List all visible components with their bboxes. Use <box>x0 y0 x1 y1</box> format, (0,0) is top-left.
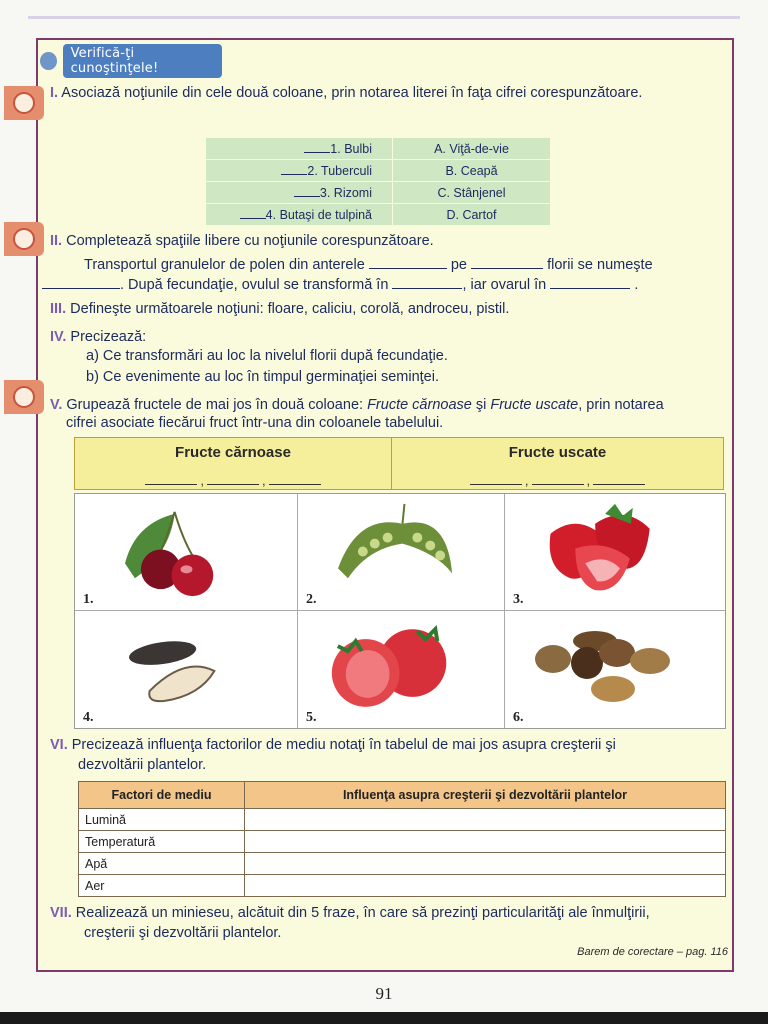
table-row: Lumină <box>79 809 726 831</box>
top-rule <box>28 16 740 19</box>
fruit-acorn-image: 6. <box>505 611 725 728</box>
fruit-image-grid <box>74 493 726 729</box>
section-header <box>40 46 222 76</box>
question-7: VII. Realizează un minieseu, alcătuit din 5 fraze, în care să prezinţi particularităţi ale înmulţirii, <box>50 905 650 921</box>
bullet-icon <box>40 52 57 70</box>
fleshy-fruits-column: Fructe cărnoase , , <box>75 438 392 490</box>
section-title: Verifică-ţi cunoştinţele! <box>63 44 222 78</box>
exercise-tab-icon <box>4 222 44 256</box>
question-6-line-2: dezvoltării plantelor. <box>78 757 207 773</box>
question-4-a: a) Ce transformări au loc la nivelul florii după fecundaţie. <box>86 348 448 364</box>
table-row: Temperatură <box>79 831 726 853</box>
exercise-tab-icon <box>4 380 44 414</box>
environment-factors-table <box>78 781 726 897</box>
page-number: 91 <box>375 984 393 1003</box>
question-4: IV. Precizează: <box>50 329 147 345</box>
fruit-tomato-image: 5. <box>298 611 505 728</box>
question-5: V. Grupează fructele de mai jos în două coloane: Fructe cărnoase şi Fructe uscate, prin notarea <box>50 397 664 413</box>
question-2-line-1: Transportul granulelor de polen din anterele pe florii se numeşte <box>84 257 653 273</box>
question-7-line-2: creşterii şi dezvoltării plantelor. <box>84 925 282 941</box>
question-5-line-2: cifrei asociate fiecărui fruct într-una din coloanele tabelului. <box>66 415 444 431</box>
fruit-strawberry-image: 3. <box>505 494 725 611</box>
question-2: II. Completează spaţiile libere cu noţiunile corespunzătoare. <box>50 233 434 249</box>
matching-table: 1. Bulbi A. Viţă-de-vie 2. Tuberculi B. Ceapă 3. Rizomi C. Stânjenel 4. Butaşi de tulpină D. Cartof <box>205 137 551 226</box>
question-1: I. Asociază noţiunile din cele două coloane, prin notarea literei în faţa cifrei corespunzătoare. <box>50 85 643 101</box>
question-2-line-2: . După fecundaţie, ovulul se transformă în , iar ovarul în . <box>42 276 638 295</box>
question-6: VI. Precizează influenţa factorilor de mediu notaţi în tabelul de mai jos asupra creşterii şi <box>50 737 616 753</box>
factors-header: Factori de mediu <box>79 782 245 809</box>
bottom-band <box>0 1012 768 1024</box>
question-4-b: b) Ce evenimente au loc în timpul germinaţiei seminţei. <box>86 369 439 385</box>
fruit-sunflower-seed-image: 4. <box>75 611 298 728</box>
question-3: III. Defineşte următoarele noţiuni: floare, caliciu, corolă, androceu, pistil. <box>50 301 510 317</box>
fruit-pea-pod-image: 2. <box>298 494 505 611</box>
answer-key-note: Barem de corectare – pag. 116 <box>577 946 728 958</box>
table-row: Aer <box>79 875 726 897</box>
influence-header: Influenţa asupra creşterii şi dezvoltării plantelor <box>245 782 726 809</box>
dry-fruits-column: Fructe uscate , , <box>392 438 724 490</box>
table-row: Apă <box>79 853 726 875</box>
fruit-group-table <box>74 437 724 490</box>
exercise-tab-icon <box>4 86 44 120</box>
fruit-cherry-image: 1. <box>75 494 298 611</box>
